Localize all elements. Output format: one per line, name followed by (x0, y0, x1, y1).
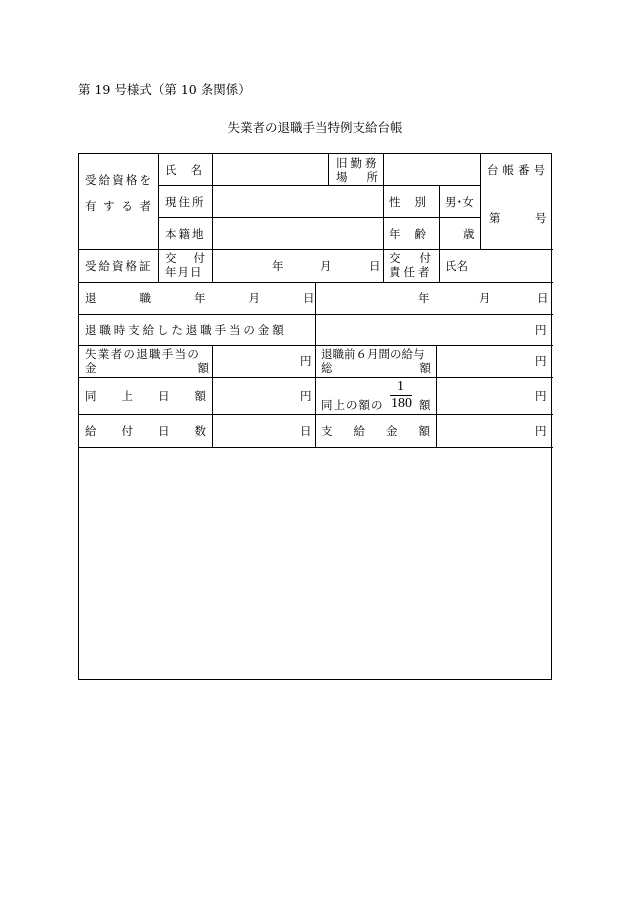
fraction-amount-yen: 円 (535, 389, 547, 403)
column-line (158, 154, 159, 282)
column-line (328, 154, 329, 185)
ledger-no-prefix: 第 (489, 211, 501, 225)
daily-amount-yen: 円 (300, 389, 312, 403)
row-line (158, 185, 480, 186)
salary-total-yen: 円 (535, 354, 547, 368)
current-address-label: 現住所 (165, 195, 206, 209)
ledger-no-suffix: 号 (535, 211, 547, 225)
form-number: 第 19 号様式（第 10 条関係） (78, 82, 251, 97)
issue-date-label-2: 年月日 (165, 265, 203, 279)
ledger-form (78, 153, 552, 680)
qualified-person-label: 受 給 資 格 を (85, 173, 151, 187)
unemployed-allowance-yen: 円 (300, 354, 312, 368)
row-line (158, 217, 480, 218)
paid-allowance-yen: 円 (535, 323, 547, 337)
former-workplace-label-2: 場 所 (336, 170, 378, 184)
fraction-label: 同上の額の (321, 398, 384, 412)
retirement-year: 年 (418, 291, 430, 305)
column-line (383, 154, 384, 185)
payment-days-unit: 日 (300, 424, 312, 438)
qualified-person-label-2: 有 す る 者 (85, 199, 151, 213)
age-label: 年齢 (389, 227, 440, 241)
row-line (79, 314, 553, 315)
issue-year: 年 (272, 259, 284, 273)
retirement-date-label: 退職年月日 (85, 291, 358, 305)
issuer-label-2: 責任者 (389, 265, 433, 279)
name-label: 氏 名 (165, 163, 216, 177)
ledger-number-label: 台帳番号 (487, 163, 549, 177)
column-line (315, 282, 316, 447)
sex-label: 性別 (389, 195, 440, 209)
paid-allowance-label: 退職時支給した退職手当の金額 (85, 323, 287, 337)
fraction-label-end: 額 (419, 398, 431, 412)
column-line (439, 249, 440, 282)
sex-options: 男･女 (445, 195, 474, 209)
retirement-month: 月 (479, 291, 491, 305)
unemployed-allowance-label-2: 金 額 (85, 361, 209, 375)
domicile-label: 本籍地 (165, 227, 206, 241)
fraction-numerator: 1 (397, 379, 404, 394)
remarks-area[interactable] (79, 448, 551, 679)
salary-total-label: 退職前６月間の給与 (321, 347, 425, 361)
fraction-denominator: 180 (391, 396, 412, 411)
unemployed-allowance-label: 失業者の退職手当の (85, 347, 201, 361)
column-line (383, 249, 384, 282)
age-unit: 歳 (463, 227, 475, 241)
row-line (79, 377, 553, 378)
former-workplace-label: 旧勤務 (336, 156, 380, 170)
column-line (480, 154, 481, 249)
row-line (79, 345, 553, 346)
row-line (79, 249, 553, 250)
row-line (79, 282, 553, 283)
issue-day: 日 (369, 259, 381, 273)
row-line (79, 414, 553, 415)
issue-month: 月 (320, 259, 332, 273)
issuer-name-label: 氏名 (445, 259, 468, 273)
document-title: 失業者の退職手当特例支給台帳 (227, 120, 403, 135)
daily-amount-label: 同上日額 (85, 389, 231, 403)
certificate-label: 受給資格証 (85, 259, 153, 273)
salary-total-label-2: 総 額 (321, 361, 431, 375)
payment-days-label: 給付日数 (85, 424, 231, 438)
issuer-label: 交 付 (389, 251, 431, 265)
payment-amount-label: 支給金額 (321, 424, 451, 438)
retirement-day: 日 (537, 291, 549, 305)
issue-date-label: 交 付 (165, 251, 205, 265)
payment-amount-yen: 円 (535, 424, 547, 438)
column-line (383, 185, 384, 249)
